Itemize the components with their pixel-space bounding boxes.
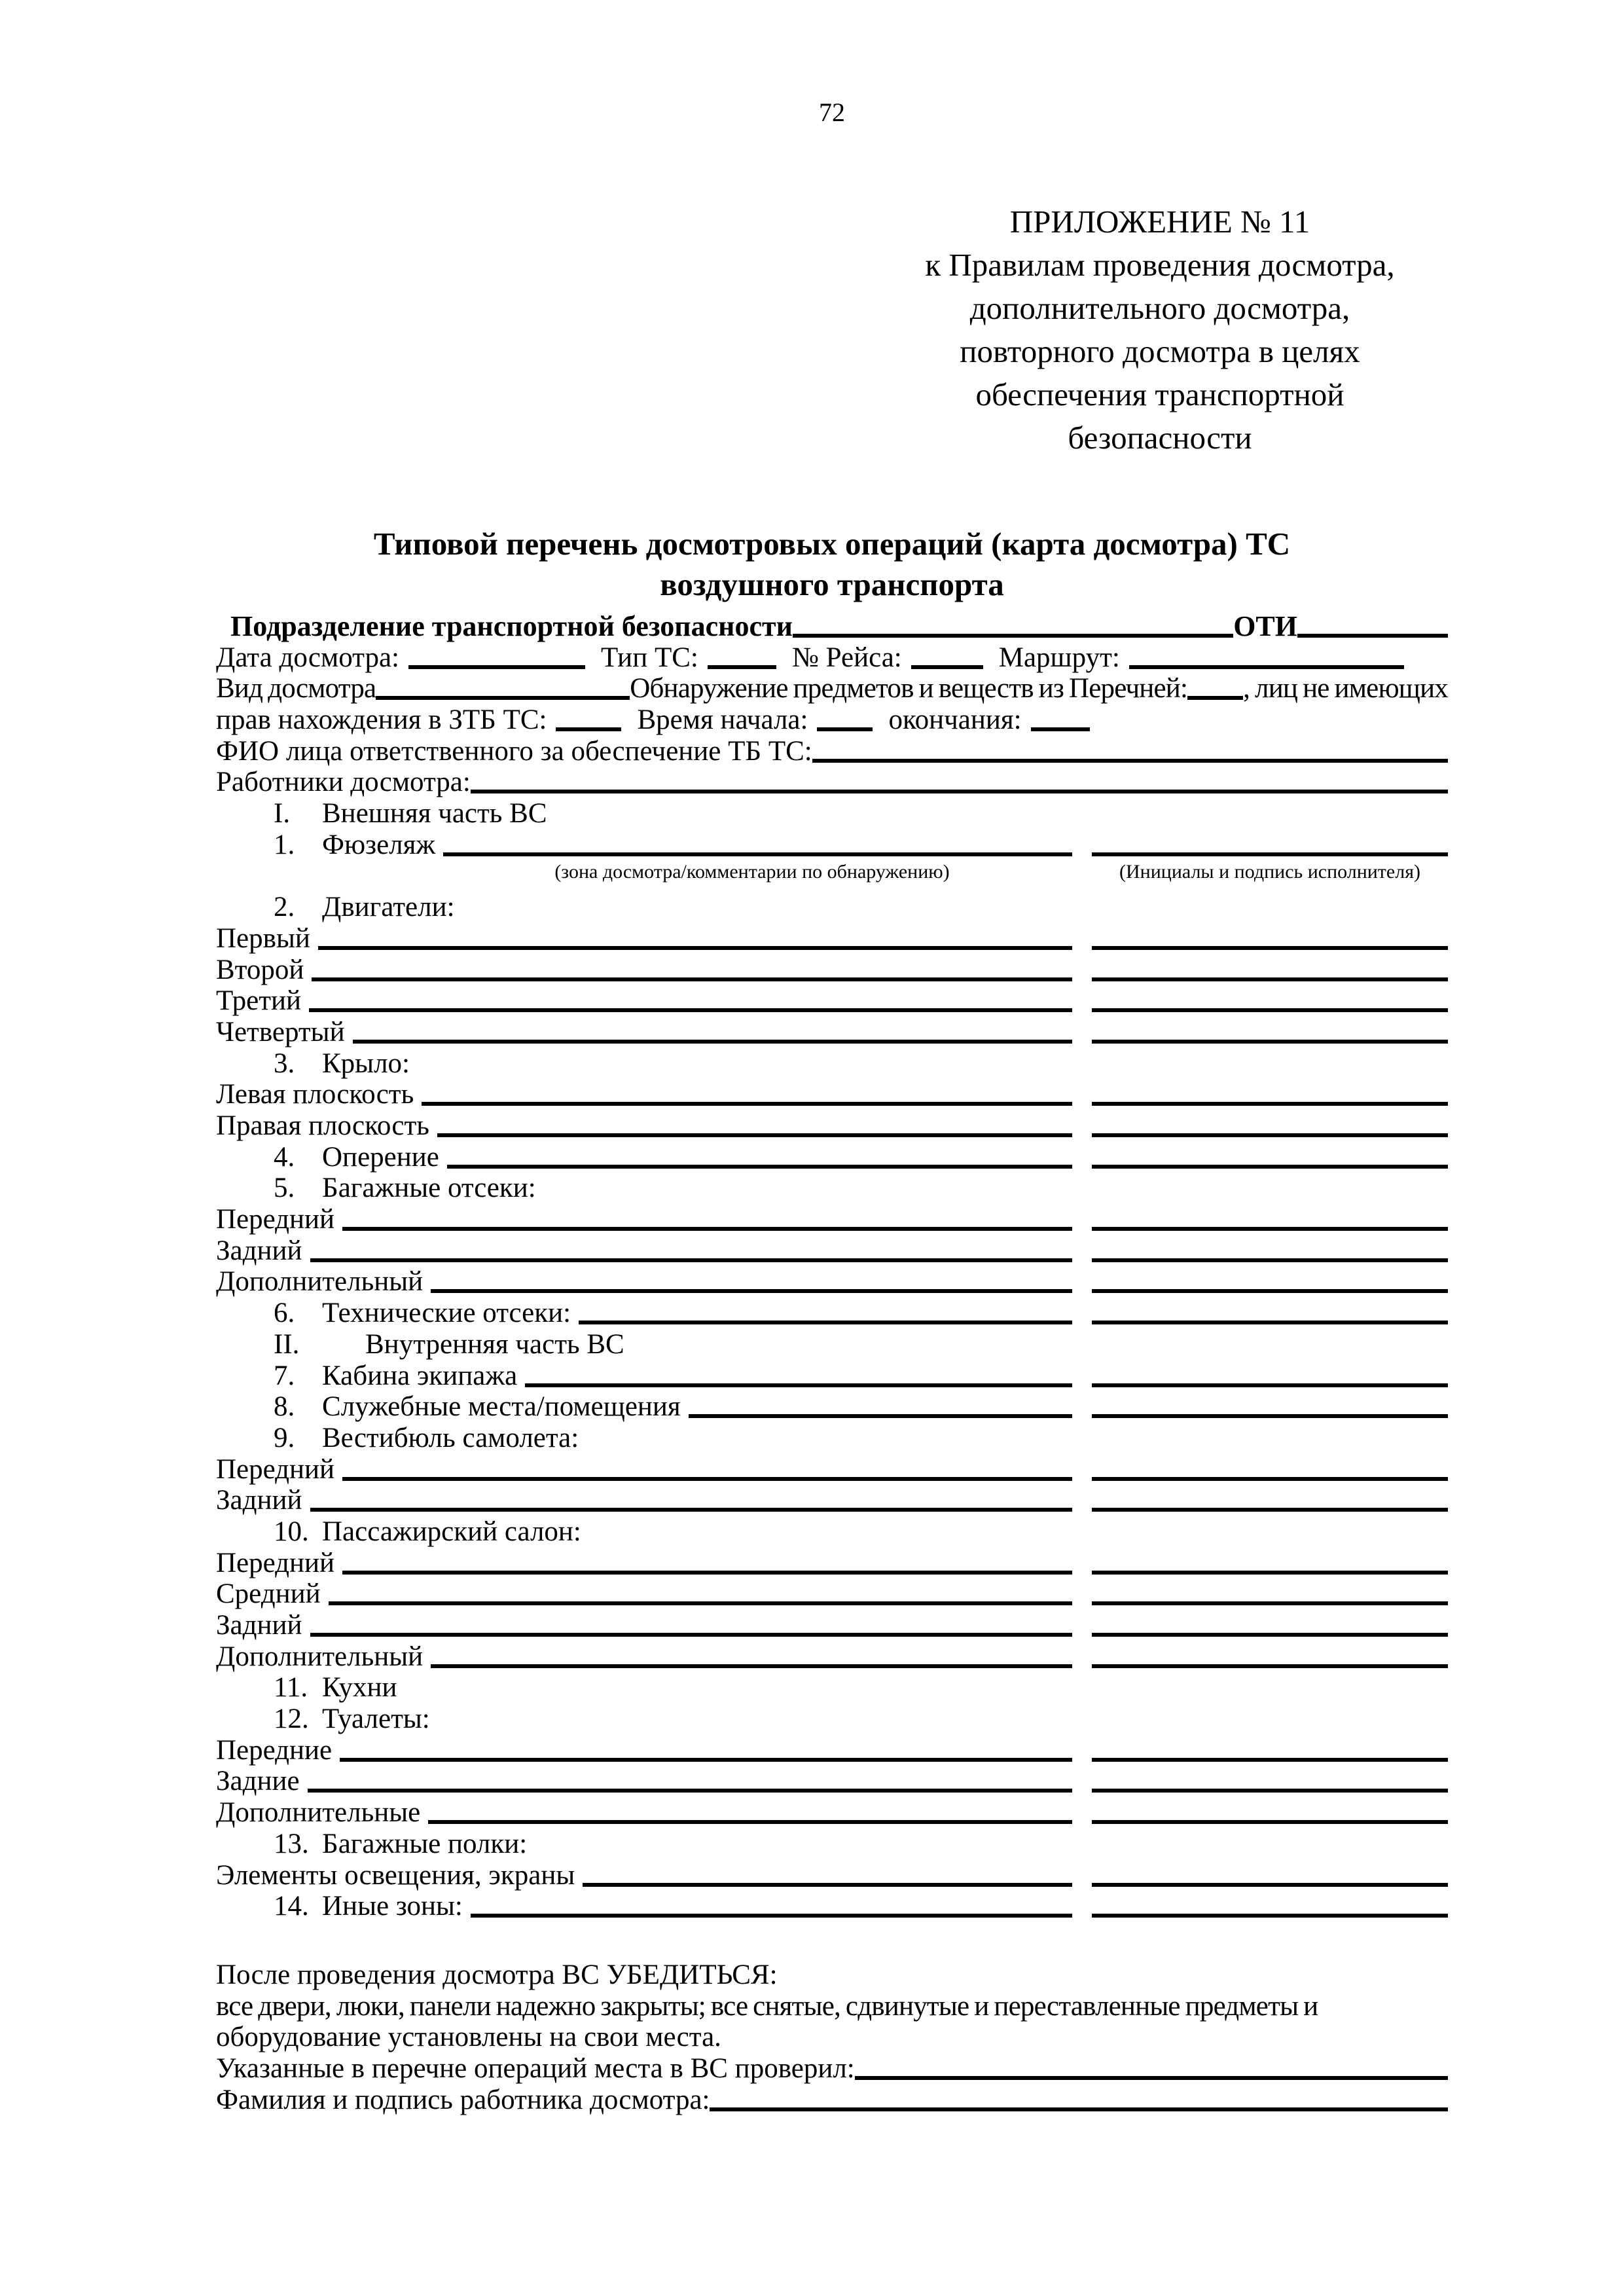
item-label: Пассажирский салон:: [322, 1516, 581, 1547]
item-label: Второй: [216, 954, 304, 985]
blank-line: [308, 1789, 1072, 1793]
right-blank-line: [1092, 1289, 1448, 1293]
item-number: 1.: [274, 829, 295, 860]
blank-line: [312, 977, 1072, 981]
doc-title-line1: Типовой перечень досмотровых операций (карта досмотра) ТС: [373, 526, 1291, 562]
item-label: Кухни: [322, 1672, 397, 1704]
checklist-row: [216, 1266, 1448, 1298]
item-label: Передние: [216, 1734, 333, 1766]
field-label: Маршрут:: [998, 642, 1120, 673]
field-label: Обнаружение предметов и веществ из Перечней:: [630, 673, 1188, 704]
blank-line: [689, 1414, 1072, 1418]
item-label: Крыло:: [322, 1048, 410, 1079]
right-blank-line: [1092, 1321, 1448, 1324]
item-label: Кабина экипажа: [322, 1360, 518, 1391]
checklist-row: [216, 1485, 1448, 1516]
appendix-line: повторного досмотра в целях: [960, 333, 1360, 369]
footer-checked-row: [216, 2052, 1448, 2084]
blank-line: [310, 1508, 1072, 1512]
item-number: 10.: [274, 1516, 309, 1547]
checklist-row: [216, 1016, 1448, 1048]
blank-line: [812, 759, 1448, 763]
right-blank-line: [1092, 1165, 1448, 1169]
appendix-block: [872, 200, 1448, 460]
blank-line: [342, 1227, 1072, 1231]
field-label: , лиц не имеющих: [1243, 673, 1448, 704]
footer-body-line: оборудование установлены на свои места.: [216, 2022, 721, 2053]
checklist-row: [216, 1079, 1448, 1110]
item-label: Двигатели:: [322, 892, 455, 923]
workers-row: [216, 767, 1448, 798]
right-blank-line: [1092, 1508, 1448, 1512]
checklist-row: [216, 1203, 1448, 1235]
item-number: 13.: [274, 1828, 309, 1859]
field-label: Время начала:: [637, 704, 808, 736]
blank-line: [353, 1040, 1072, 1044]
right-blank-line: [1092, 1571, 1448, 1575]
item-label: Передний: [216, 1453, 335, 1485]
item-number: 4.: [274, 1141, 295, 1173]
item-number: 9.: [274, 1422, 295, 1453]
field-label: Фамилия и подпись работника досмотра:: [216, 2084, 710, 2115]
field-label: окончания:: [888, 704, 1022, 736]
checklist-row: [216, 1703, 1448, 1734]
item-number: 11.: [274, 1672, 308, 1704]
field-label: Подразделение транспортной безопасности: [230, 610, 793, 642]
blank-line: [1297, 634, 1448, 638]
item-label: Дополнительный: [216, 1266, 424, 1298]
checklist-row: [216, 922, 1448, 954]
item-label: Оперение: [322, 1141, 439, 1173]
checklist-row: [216, 1828, 1448, 1859]
blank-line: [1129, 665, 1404, 669]
right-blank-line: [1092, 946, 1448, 950]
item-number: 12.: [274, 1704, 309, 1735]
item-label: Внешняя часть ВС: [322, 798, 547, 829]
checklist-row: [216, 1516, 1448, 1547]
checklist-row: [216, 1110, 1448, 1141]
checklist-row: [216, 1141, 1448, 1173]
item-label: Фюзеляж: [322, 829, 436, 860]
checklist-row: [216, 1547, 1448, 1578]
checklist-row: [216, 1796, 1448, 1828]
blank-line: [428, 1820, 1072, 1824]
field-label: Указанные в перечне операций места в ВС проверил:: [216, 2052, 855, 2084]
checklist-row: [216, 1641, 1448, 1672]
item-label: Задний: [216, 1485, 302, 1516]
item-label: Левая плоскость: [216, 1079, 414, 1110]
field-label: Работники досмотра:: [216, 767, 471, 798]
right-blank-line: [1092, 1914, 1448, 1918]
item-label: Служебные места/помещения: [322, 1391, 681, 1423]
inspection-type-row: [216, 673, 1448, 704]
blank-line: [310, 1633, 1072, 1637]
blank-line: [817, 727, 873, 731]
field-label: № Рейса:: [791, 642, 902, 673]
form-header-rows: [216, 608, 1448, 797]
blank-line: [710, 2107, 1448, 2111]
item-number: 7.: [274, 1360, 295, 1391]
rights-row: [216, 704, 1448, 735]
blank-line: [471, 790, 1448, 793]
item-label: Задние: [216, 1766, 300, 1797]
right-blank-line: [1092, 1383, 1448, 1387]
item-number: 3.: [274, 1048, 295, 1079]
blank-line: [329, 1601, 1072, 1605]
field-label: Дата досмотра:: [216, 642, 399, 673]
checklist-row: [216, 1422, 1448, 1453]
right-blank-line: [1092, 1883, 1448, 1887]
blank-line: [708, 665, 776, 669]
item-number: II.: [274, 1328, 300, 1360]
field-label: прав нахождения в ЗТБ ТС:: [216, 704, 547, 736]
right-blank-line: [1092, 1102, 1448, 1106]
page-number: 72: [819, 98, 845, 127]
blank-line: [376, 696, 630, 700]
blank-line: [437, 1133, 1072, 1137]
checklist-row: [216, 985, 1448, 1017]
item-label: Передний: [216, 1547, 335, 1578]
appendix-line: безопасности: [1068, 420, 1252, 456]
right-blank-line: [1092, 977, 1448, 981]
field-label: Тип ТС:: [600, 642, 698, 673]
blank-line: [443, 852, 1072, 856]
checklist-row: [216, 1891, 1448, 1922]
item-label: Дополнительные: [216, 1797, 421, 1829]
doc-title-line2: воздушного транспорта: [660, 566, 1004, 602]
item-number: 14.: [274, 1891, 309, 1922]
blank-line: [793, 634, 1233, 638]
right-blank-line: [1092, 1040, 1448, 1044]
field-label: ФИО лица ответственного за обеспечение ТБ ТС:: [216, 735, 812, 767]
item-number: I.: [274, 798, 291, 829]
right-blank-line: [1092, 1820, 1448, 1824]
right-blank-line: [1092, 1227, 1448, 1231]
item-label: Задний: [216, 1610, 302, 1641]
right-blank-line: [1092, 1477, 1448, 1481]
checklist-row: [216, 1766, 1448, 1797]
right-blank-line: [1092, 1133, 1448, 1137]
checklist-row: [216, 1360, 1448, 1391]
inspection-checklist: [216, 797, 1448, 1922]
blank-line: [309, 1008, 1072, 1012]
footer-body-line: все двери, люки, панели надежно закрыты; все снятые, сдвинутые и переставленные предметы и: [216, 1990, 1318, 2022]
item-label: Иные зоны:: [322, 1891, 463, 1922]
blank-line: [342, 1571, 1072, 1575]
blank-line: [911, 665, 983, 669]
right-blank-line: [1092, 1258, 1448, 1262]
blank-line: [318, 946, 1072, 950]
item-label: Туалеты:: [322, 1704, 430, 1735]
blank-line: [342, 1477, 1072, 1481]
item-number: 6.: [274, 1298, 295, 1329]
blank-line: [431, 1664, 1072, 1668]
field-label: Вид досмотра: [216, 673, 376, 704]
blank-line: [408, 665, 585, 669]
blank-line: [431, 1289, 1072, 1293]
item-label: Задний: [216, 1235, 302, 1266]
blank-line: [471, 1914, 1072, 1918]
appendix-line: к Правилам проведения досмотра,: [925, 247, 1395, 283]
blank-line: [583, 1883, 1072, 1887]
checklist-row: [216, 1609, 1448, 1641]
checklist-row: [216, 1391, 1448, 1423]
blank-line: [525, 1383, 1072, 1387]
item-label: Правая плоскость: [216, 1110, 429, 1141]
blank-line: [340, 1758, 1072, 1762]
footer-block: [216, 1959, 1448, 2115]
checklist-row: [216, 797, 1448, 829]
column-captions-row: [216, 860, 1448, 892]
item-label: Багажные полки:: [322, 1828, 528, 1859]
blank-line: [447, 1165, 1072, 1169]
right-blank-line: [1092, 1664, 1448, 1668]
date-row: [216, 642, 1448, 673]
appendix-line: обеспечения транспортной: [975, 376, 1344, 412]
checklist-row: [216, 1859, 1448, 1891]
document-title: [216, 524, 1448, 605]
right-blank-line: [1092, 1008, 1448, 1012]
checklist-row: [216, 892, 1448, 923]
footer-signature-row: [216, 2084, 1448, 2115]
field-label: ОТИ: [1233, 610, 1297, 642]
item-label: Элементы освещения, экраны: [216, 1859, 575, 1891]
item-label: Первый: [216, 922, 310, 954]
item-label: Внутренняя часть ВС: [365, 1328, 624, 1360]
right-blank-line: [1092, 1758, 1448, 1762]
checklist-row: [216, 1297, 1448, 1328]
blank-line: [579, 1321, 1072, 1324]
checklist-row: [216, 1453, 1448, 1485]
right-blank-line: [1092, 1789, 1448, 1793]
checklist-row: [216, 1328, 1448, 1360]
appendix-line: дополнительного досмотра,: [969, 290, 1350, 326]
right-blank-line: [1092, 1601, 1448, 1605]
checklist-row: [216, 1672, 1448, 1704]
blank-line: [855, 2076, 1448, 2080]
checklist-row: [216, 1173, 1448, 1204]
item-label: Технические отсеки:: [322, 1298, 571, 1329]
item-label: Передний: [216, 1204, 335, 1235]
checklist-row: [216, 1235, 1448, 1266]
right-blank-line: [1092, 852, 1448, 856]
right-blank-line: [1092, 1414, 1448, 1418]
unit-row: [216, 608, 1448, 642]
item-label: Средний: [216, 1578, 321, 1610]
checklist-row: [216, 829, 1448, 860]
item-number: 2.: [274, 892, 295, 923]
checklist-row: [216, 1578, 1448, 1610]
blank-line: [310, 1258, 1072, 1262]
fio-row: [216, 735, 1448, 767]
appendix-line: ПРИЛОЖЕНИЕ № 11: [1009, 204, 1310, 240]
checklist-row: [216, 1734, 1448, 1766]
blank-line: [1031, 727, 1090, 731]
item-label: Третий: [216, 985, 302, 1017]
caption-executor-signature: (Инициалы и подпись исполнителя): [1119, 860, 1420, 883]
item-number: 5.: [274, 1173, 295, 1204]
footer-heading: После проведения досмотра ВС УБЕДИТЬСЯ:: [216, 1959, 778, 1990]
item-number: 8.: [274, 1391, 295, 1423]
page-content: [216, 0, 1448, 2115]
checklist-row: [216, 954, 1448, 985]
item-label: Багажные отсеки:: [322, 1173, 536, 1204]
right-blank-line: [1092, 1633, 1448, 1637]
item-label: Четвертый: [216, 1016, 345, 1048]
item-label: Вестибюль самолета:: [322, 1422, 579, 1453]
item-label: Дополнительный: [216, 1641, 424, 1672]
blank-line: [1187, 696, 1243, 700]
blank-line: [422, 1102, 1072, 1106]
blank-line: [556, 727, 621, 731]
caption-inspection-zone: (зона досмотра/комментарии по обнаружению): [554, 860, 950, 883]
checklist-row: [216, 1048, 1448, 1079]
